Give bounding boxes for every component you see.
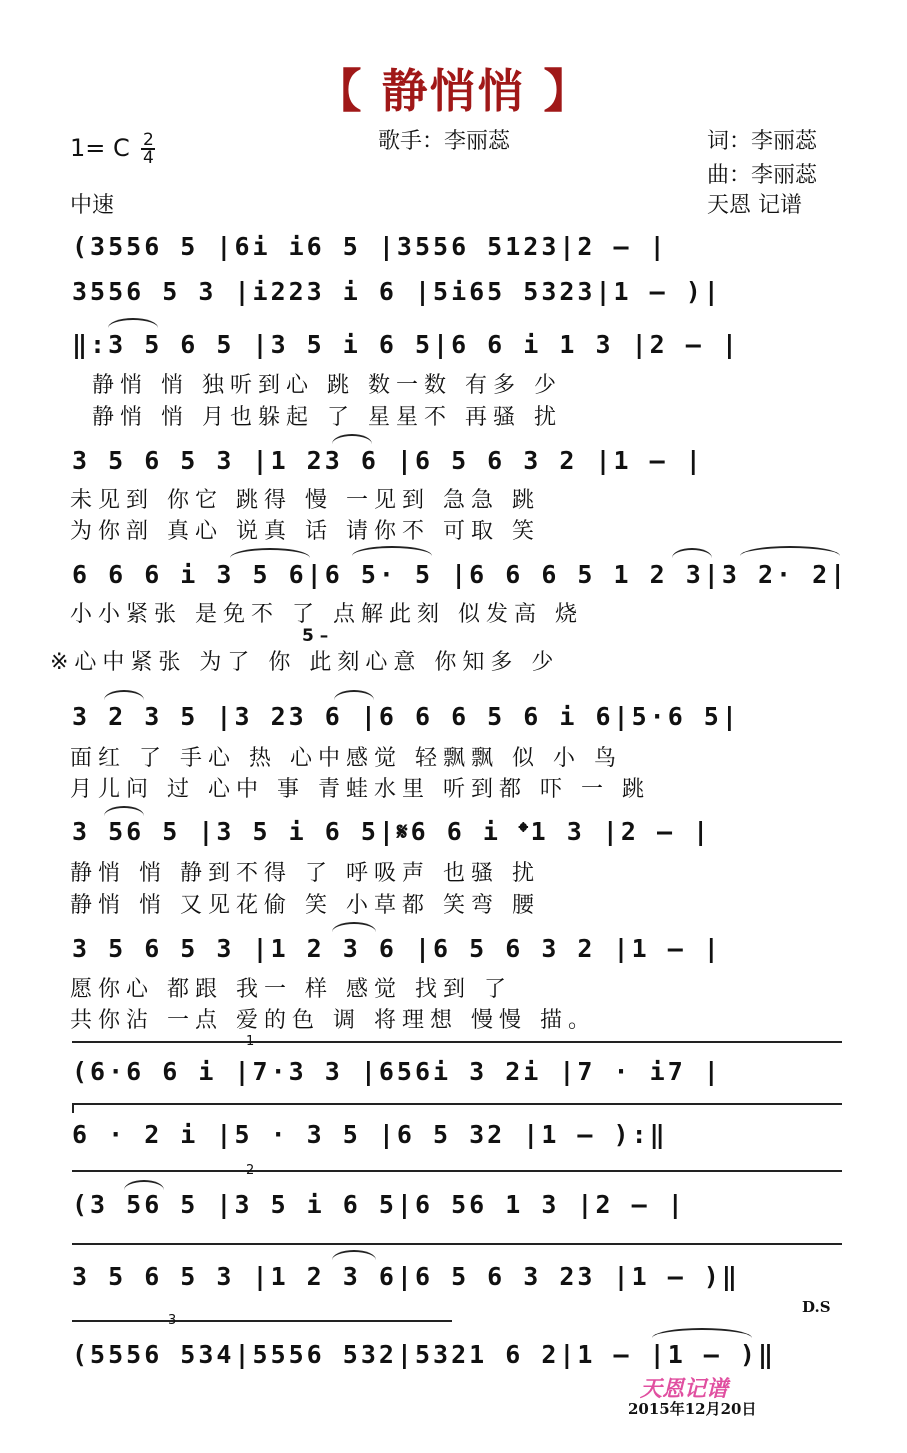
lyric-line-5a: 小小紧张 是免不 了 点解此刻 似发高 烧: [70, 602, 583, 627]
volta-2-bracket-2: [72, 1243, 842, 1245]
slur-arc: [652, 1328, 752, 1338]
lyric-line-6a: 面红 了 手心 热 心中感觉 轻飘飘 似 小 鸟: [70, 746, 622, 771]
notation-line-4: 3 5 6 5 3 |1 23 6 |6 5 6 3 2 |1 – |: [72, 446, 704, 475]
volta-2-bracket: [72, 1170, 842, 1172]
time-signature: [141, 132, 155, 166]
lyricist: 词：李丽蕊: [707, 129, 818, 154]
notation-line-9: (6·6 6 i |7·3 3 |656i 3 2i |7 · i7 |: [72, 1057, 722, 1086]
time-sig-top: 2: [142, 130, 154, 150]
slur-arc: [104, 806, 144, 816]
volta-1-bracket-2: [72, 1103, 842, 1105]
notation-line-6: 3 2 3 5 |3 23 6 |6 6 6 5 6 i 6|5·6 5|: [72, 702, 740, 731]
lyric-line-4a: 未见到 你它 跳得 慢 一见到 急急 跳: [70, 488, 540, 513]
notation-line-11: (3 56 5 |3 5 i 6 5|6 56 1 3 |2 – |: [72, 1190, 686, 1219]
notation-line-5: 6 6 6 i 3 5 6|6 5· 5 |6 6 6 5 1 2 3|3 2· 2|: [72, 560, 849, 589]
slur-arc: [332, 434, 372, 444]
slur-arc: [108, 318, 158, 328]
slur-arc: [332, 922, 376, 932]
singer: 歌手：李丽蕊: [378, 129, 511, 154]
volta-3-label: 3: [168, 1313, 177, 1328]
slur-arc: [672, 548, 712, 558]
transcriber: 天恩 记谱: [707, 193, 802, 218]
slur-arc: [740, 546, 840, 556]
notation-line-2: 3556 5 3 |i223 i 6 |5i65 5323|1 – )|: [72, 277, 722, 306]
lyric-line-7a: 静悄 悄 静到不得 了 呼吸声 也骚 扰: [70, 861, 540, 886]
tempo: 中速: [70, 193, 115, 218]
composer: 曲：李丽蕊: [707, 163, 818, 188]
transcriber-stamp: 天恩记谱: [640, 1377, 729, 1402]
lyric-line-8b: 共你沾 一点 爱的色 调 将理想 慢慢 描。: [70, 1008, 596, 1033]
notation-line-13: (5556 534|5556 532|5321 6 2|1 – |1 – )‖: [72, 1340, 776, 1369]
volta-1-bracket: [72, 1041, 842, 1043]
slur-arc: [332, 1250, 376, 1260]
date-label: 2015年12月20日: [628, 1400, 757, 1418]
dal-segno-label: D.S: [802, 1298, 831, 1316]
lyric-line-3b: 静悄 悄 月也躲起 了 星星不 再骚 扰: [92, 405, 562, 430]
lyric-line-6b: 月儿问 过 心中 事 青蛙水里 听到都 吓 一 跳: [70, 777, 650, 802]
dal-segno-marker: 5 –: [302, 626, 329, 646]
notation-line-8: 3 5 6 5 3 |1 2 3 6 |6 5 6 3 2 |1 – |: [72, 934, 722, 963]
lyric-line-4b: 为你剖 真心 说真 话 请你不 可取 笑: [70, 519, 540, 544]
slur-arc: [352, 546, 432, 556]
lyric-line-3a: 静悄 悄 独听到心 跳 数一数 有多 少: [92, 373, 562, 398]
notation-line-12: 3 5 6 5 3 |1 2 3 6|6 5 6 3 23 |1 – )‖: [72, 1262, 740, 1291]
slur-arc: [124, 1180, 164, 1190]
slur-arc: [104, 690, 144, 700]
notation-line-3: ‖:3 5 6 5 |3 5 i 6 5|6 6 i 1 3 |2 – |: [72, 330, 740, 359]
lyric-line-5b: ※心中紧张 为了 你 此刻心意 你知多 少: [50, 650, 560, 675]
key-label: 1= C: [70, 134, 130, 162]
key-signature: [70, 132, 155, 166]
slur-arc: [334, 690, 374, 700]
notation-line-7: 3 56 5 |3 5 i 6 5|𝄋6 6 i 𝄌1 3 |2 – |: [72, 817, 712, 846]
volta-2-label: 2: [246, 1163, 255, 1178]
notation-line-10: 6 · 2 i |5 · 3 5 |6 5 32 |1 – ):‖: [72, 1120, 668, 1149]
lyric-line-7b: 静悄 悄 又见花偷 笑 小草都 笑弯 腰: [70, 893, 540, 918]
song-title: 【 静悄悄 】: [315, 64, 592, 118]
time-sig-bottom: 4: [142, 148, 154, 168]
lyric-line-8a: 愿你心 都跟 我一 样 感觉 找到 了: [70, 977, 512, 1002]
notation-line-1: (3556 5 |6i i6 5 |3556 5123|2 – |: [72, 232, 668, 261]
volta-1-label: 1: [246, 1034, 255, 1049]
volta-3-bracket: [72, 1320, 452, 1322]
slur-arc: [230, 548, 310, 558]
